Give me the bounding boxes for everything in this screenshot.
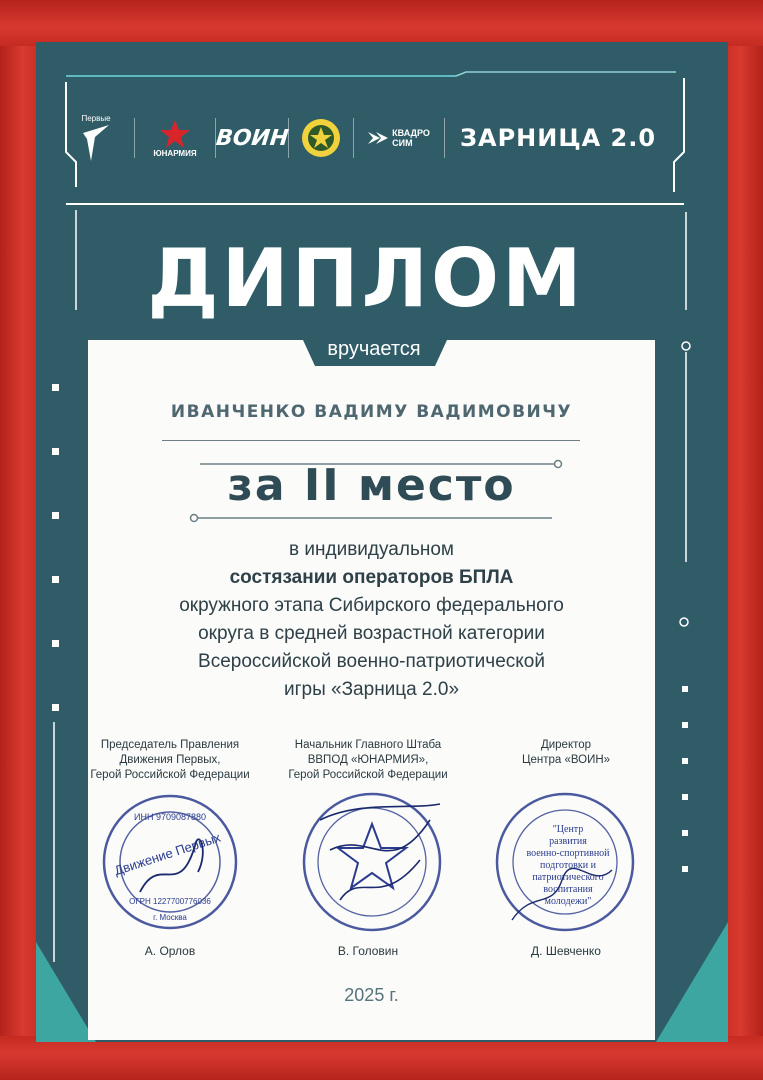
yunarmiya-logo — [143, 119, 207, 158]
award-description — [88, 536, 655, 704]
stamp-text: развития — [549, 836, 587, 847]
signatory-title-line: Движения Первых, — [119, 754, 221, 766]
kvadrosim-drone-icon — [368, 130, 390, 146]
stamp-city: г. Москва — [153, 913, 187, 922]
logo-separator — [353, 118, 354, 158]
stamp-dvizhenie-pervykh — [100, 792, 240, 932]
frame-top-edge — [0, 0, 763, 46]
subtitle: вручается — [327, 338, 421, 360]
description-line: игры «Зарница 2.0» — [283, 679, 460, 700]
stamp-ogrn: ОГРН 1227700776036 — [129, 897, 211, 906]
stamp-center-text: Движение Первых — [112, 829, 223, 879]
pervye-logo-text: Первые — [81, 113, 111, 123]
description-line: округа в средней возрастной категории — [198, 623, 545, 644]
signatory-title-line: Председатель Правления — [100, 739, 240, 751]
signatory-title-line: Директор — [540, 739, 592, 751]
frame-bottom-edge — [0, 1036, 763, 1080]
emblem-icon — [301, 118, 341, 158]
yunarmiya-logo-text: ЮНАРМИЯ — [153, 148, 197, 158]
signature-golovin — [320, 804, 440, 900]
signatory-name-3: Д. Шевченко — [531, 944, 601, 958]
recipient-name: ИВАНЧЕНКО ВАДИМУ ВАДИМОВИЧУ — [170, 402, 573, 422]
description-line: окружного этапа Сибирского федерального — [179, 595, 564, 616]
issue-year: 2025 г. — [344, 985, 399, 1005]
stamp-text: военно-спортивной — [526, 848, 610, 859]
voin-logo — [214, 125, 290, 151]
yunarmiya-star-icon — [159, 119, 191, 149]
stamp-voin-center — [492, 790, 638, 934]
emblem-logo — [297, 118, 345, 158]
signatory-title-2 — [268, 738, 468, 783]
logo-separator — [134, 118, 135, 158]
pervye-logo — [66, 114, 126, 163]
signatory-name-2: В. Головин — [337, 944, 399, 958]
pervye-mark-icon — [81, 123, 111, 163]
signatory-title-line: ВВПОД «ЮНАРМИЯ», — [307, 754, 429, 766]
stamp-yunarmiya — [300, 790, 446, 934]
signatory-title-line: Герой Российской Федерации — [90, 769, 250, 781]
signatory-title-line: Центра «ВОИН» — [521, 754, 611, 766]
stamp-text: воспитания — [543, 884, 593, 895]
signatory-title-line: Начальник Главного Штаба — [294, 739, 442, 751]
signatory-title-1 — [70, 738, 270, 783]
stamp-inn: ИНН 9709087880 — [133, 812, 207, 822]
diploma-title: ДИПЛОМ — [147, 232, 585, 325]
signatory-title-line: Герой Российской Федерации — [288, 769, 448, 781]
zarnica-logo — [453, 124, 663, 152]
logo-separator — [444, 118, 445, 158]
voin-logo-text: ВОИН — [214, 125, 290, 151]
stamp-text: "Центр — [552, 824, 584, 835]
stamp-text: подготовки и — [540, 860, 596, 871]
stamp-text: патриотического — [532, 872, 604, 883]
stamp-text: молодежи" — [544, 896, 592, 907]
signatory-title-3 — [466, 738, 666, 768]
zarnica-logo-text: ЗАРНИЦА 2.0 — [459, 124, 657, 152]
description-line: Всероссийской военно-патриотической — [198, 651, 545, 672]
kvadrosim-text-2: СИМ — [392, 138, 413, 148]
description-line: состязании операторов БПЛА — [229, 567, 514, 588]
place-award: за II место — [227, 460, 516, 511]
kvadrosim-logo — [362, 128, 436, 148]
kvadrosim-text-1: КВАДРО — [392, 128, 430, 138]
description-line: в индивидуальном — [289, 539, 454, 560]
recipient-underline — [162, 440, 580, 441]
signatory-name-1: А. Орлов — [144, 944, 196, 958]
logo-strip — [66, 82, 666, 194]
